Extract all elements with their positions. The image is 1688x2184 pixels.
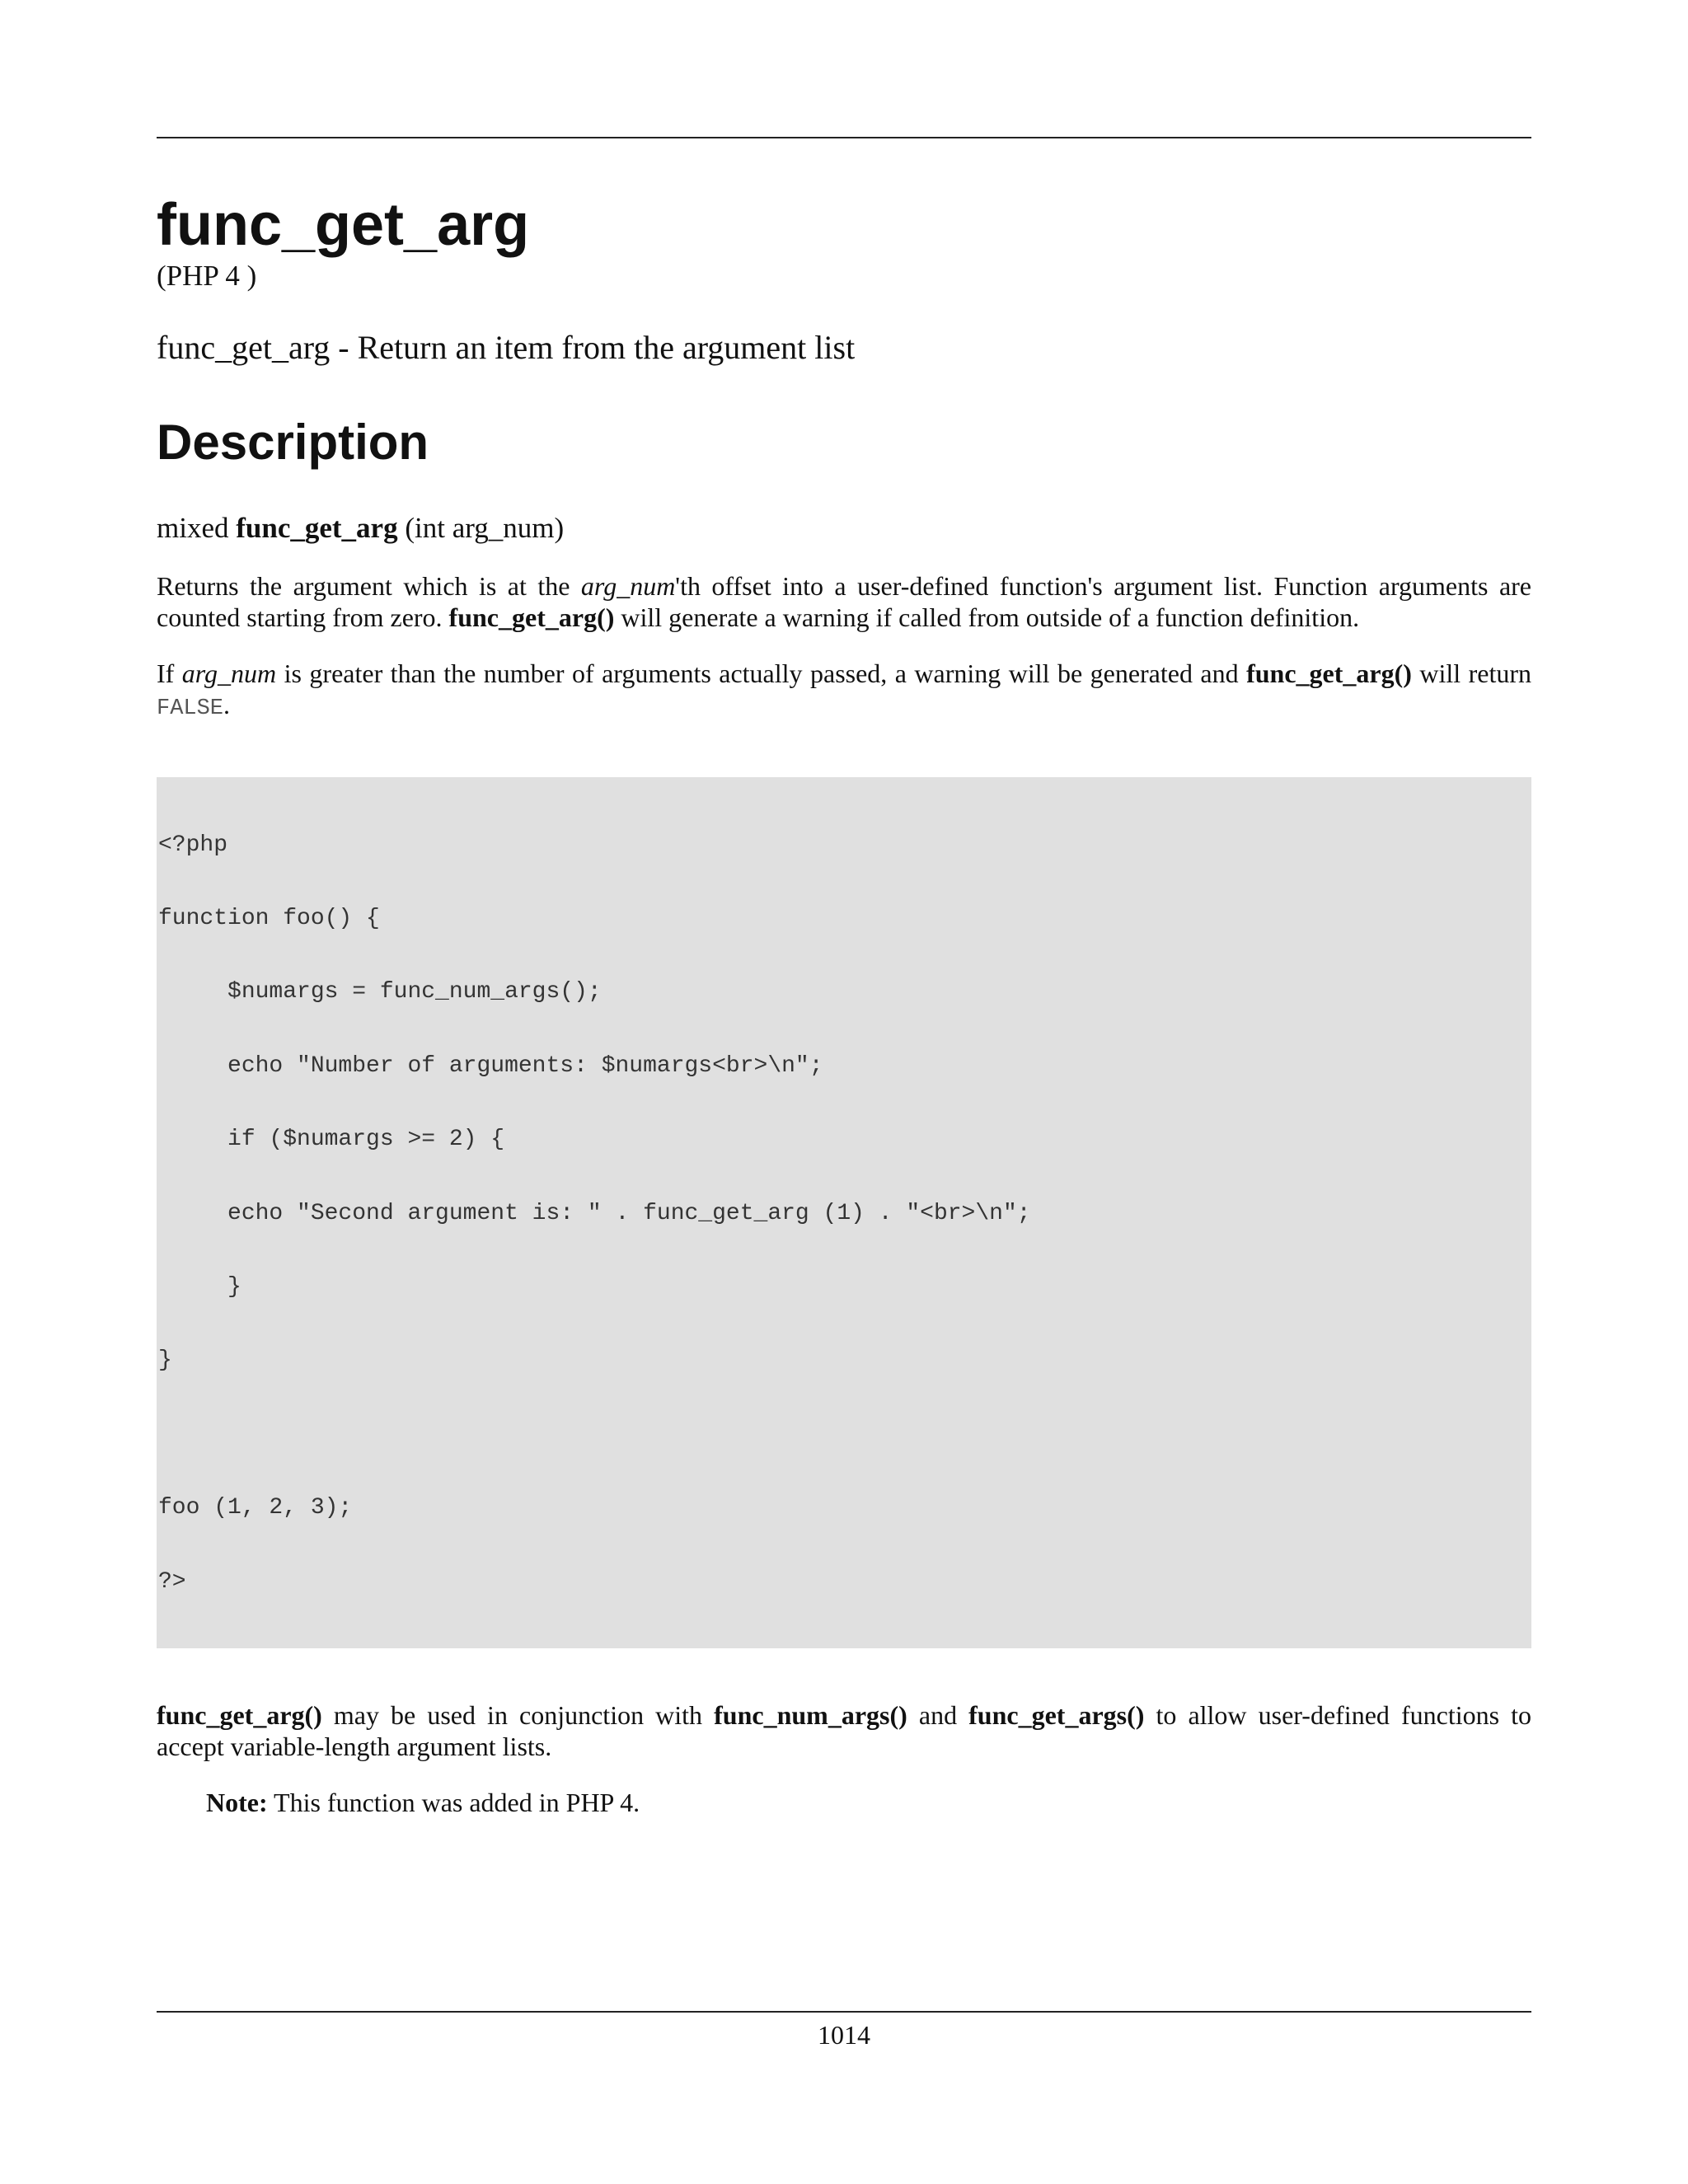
page-content (157, 191, 1531, 1818)
description-paragraph-2 (157, 658, 1531, 724)
code-line: echo "Number of arguments: $numargs<br>\n"; (158, 1052, 823, 1079)
code-line: } (158, 1347, 172, 1374)
text-run: . (223, 690, 231, 719)
text-run: If (157, 658, 182, 688)
note-label: Note: (206, 1787, 268, 1817)
function-reference: func_get_arg() (448, 602, 615, 632)
function-title: func_get_arg (157, 192, 530, 258)
code-line (158, 1422, 1531, 1447)
text-run: 'th offset into a user-defined function's argument list. Function arguments are counted starting from zero. (157, 571, 1531, 632)
description-heading: Description (157, 415, 429, 470)
note-text: This function was added in PHP 4. (267, 1787, 640, 1817)
parameter-name: arg_num (181, 658, 277, 688)
footer-rule (157, 2011, 1531, 2013)
function-reference: func_num_args() (714, 1699, 907, 1730)
version-info: (PHP 4 ) (157, 260, 257, 292)
header-rule (157, 137, 1531, 138)
text-run: may be used in conjunction with (321, 1699, 715, 1730)
text-run: will return (1411, 658, 1532, 688)
code-line: echo "Second argument is: " . func_get_arg (1) . "<br>\n"; (158, 1200, 1031, 1226)
text-run: Returns the argument which is at the (157, 571, 581, 601)
code-line: } (158, 1273, 241, 1300)
synopsis-params: (int arg_num) (405, 512, 565, 544)
code-line: ?> (158, 1568, 186, 1595)
code-line: <?php (158, 832, 228, 858)
parameter-name: arg_num (580, 571, 676, 601)
code-example (157, 777, 1531, 1648)
code-line: $numargs = func_num_args(); (158, 979, 602, 1005)
code-line: if ($numargs >= 2) { (158, 1127, 505, 1153)
function-reference: func_get_arg() (1246, 658, 1412, 688)
code-line: function foo() { (158, 905, 380, 931)
text-run: to allow user-defined functions to accept variable-length argument lists. (157, 1699, 1532, 1761)
text-run: will generate a warning if called from outside of a function definition. (614, 602, 1360, 632)
note (206, 1787, 1531, 1818)
function-reference: func_get_args() (968, 1699, 1145, 1730)
text-run: and (907, 1699, 969, 1730)
return-type: mixed (157, 512, 229, 544)
description-paragraph-1 (157, 570, 1531, 633)
function-purpose: func_get_arg - Return an item from the argument list (157, 329, 856, 366)
description-paragraph-3 (157, 1699, 1531, 1762)
method-synopsis (157, 511, 1531, 546)
constant-literal: FALSE (157, 696, 224, 721)
code-line: foo (1, 2, 3); (158, 1495, 353, 1521)
page-number: 1014 (818, 2020, 870, 2050)
function-reference: func_get_arg() (157, 1699, 322, 1730)
text-run: is greater than the number of arguments actually passed, a warning will be generated and (276, 658, 1247, 688)
synopsis-function-name: func_get_arg (236, 512, 398, 544)
